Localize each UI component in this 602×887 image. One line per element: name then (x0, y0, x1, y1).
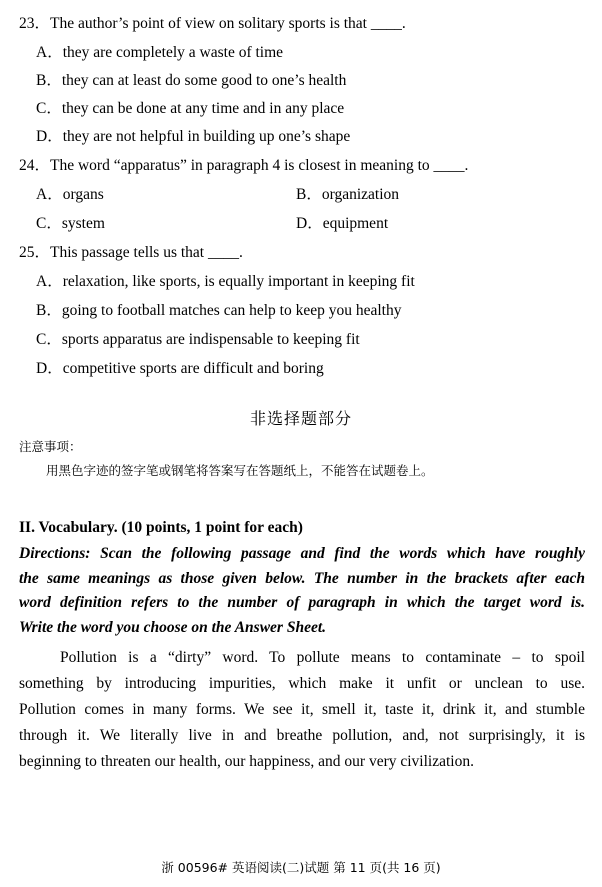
section-title: 非选择题部分 (249, 409, 352, 428)
question-24-option-d: D．equipment (296, 215, 389, 232)
passage-line: something by introducing impurities, which make it unfit or unclean to use. (19, 675, 585, 692)
passage-line: Pollution comes in many forms. We see it, smell it, taste it, drink it, and stumble (19, 701, 585, 718)
question-24-option-b: B．organization (296, 186, 400, 203)
question-25-option-c: C．sports apparatus are indispensable to keeping fit (36, 331, 360, 348)
page-footer: 浙 00596# 英语阅读(二)试题 第 11 页(共 16 页) (161, 860, 441, 875)
question-24-option-a: A．organs (36, 186, 104, 203)
directions-line: the same meanings as those given below. The number in the brackets after each (19, 570, 585, 587)
question-25-stem: 25．This passage tells us that ____. (19, 244, 243, 261)
question-23-option-a: A．they are completely a waste of time (36, 44, 284, 61)
question-24-option-c: C．system (36, 215, 105, 232)
question-25-option-d: D．competitive sports are difficult and boring (36, 360, 324, 377)
question-23-stem: 23．The author’s point of view on solitary sports is that ____. (19, 15, 406, 32)
question-25-option-b: B．going to football matches can help to keep you healthy (36, 302, 402, 319)
passage-line: beginning to threaten our health, our happiness, and our very civilization. (19, 753, 474, 770)
directions-line: word definition refers to the number of paragraph in which the target word is. (19, 594, 585, 611)
passage-line: Pollution is a “dirty” word. To pollute means to contaminate – to spoil (60, 649, 585, 666)
question-24-stem: 24．The word “apparatus” in paragraph 4 is closest in meaning to ____. (19, 157, 469, 174)
notice-text: 用黑色字迹的签字笔或钢笔将答案写在答题纸上，不能答在试题卷上。 (46, 463, 434, 478)
question-23-option-d: D．they are not helpful in building up one’s shape (36, 128, 351, 145)
passage-line: through it. We literally live in and breathe pollution, and, not surprisingly, it is (19, 727, 585, 744)
directions-line: Write the word you choose on the Answer Sheet. (19, 619, 327, 636)
vocabulary-heading: II. Vocabulary. (10 points, 1 point for each) (19, 519, 303, 536)
directions-line: Directions: Scan the following passage and find the words which have roughly (19, 545, 585, 562)
question-23-option-c: C．they can be done at any time and in any place (36, 100, 345, 117)
notice-label: 注意事项： (19, 439, 82, 454)
question-23-option-b: B．they can at least do some good to one’s health (36, 72, 347, 89)
question-25-option-a: A．relaxation, like sports, is equally important in keeping fit (36, 273, 415, 290)
